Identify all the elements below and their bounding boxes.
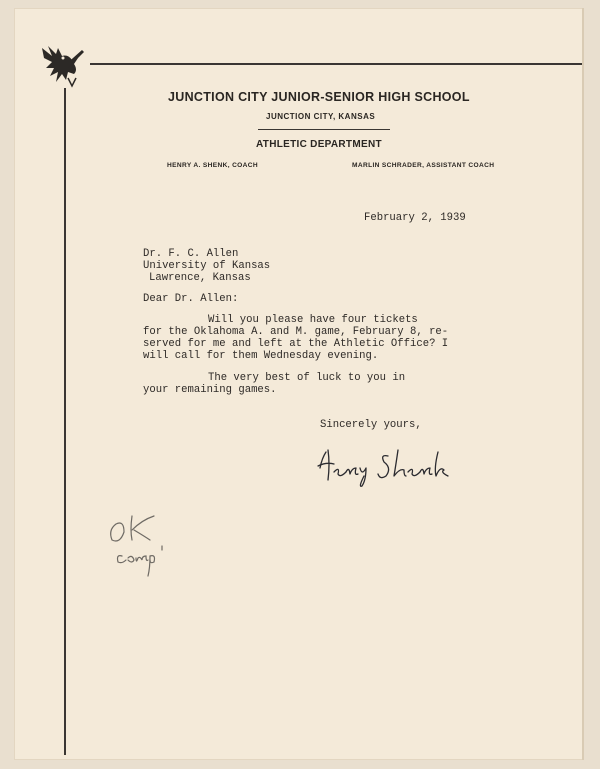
- recipient-line: Dr. F. C. Allen: [143, 248, 239, 260]
- recipient-line: Lawrence, Kansas: [149, 272, 251, 284]
- letter-date: February 2, 1939: [364, 212, 466, 224]
- department-divider: [258, 129, 390, 130]
- body-line: served for me and left at the Athletic Office? I: [143, 338, 449, 350]
- recipient-line: University of Kansas: [143, 260, 271, 272]
- salutation: Dear Dr. Allen:: [143, 293, 239, 305]
- bird-emblem-icon: [38, 42, 90, 88]
- body-line: your remaining games.: [143, 384, 277, 396]
- school-city: JUNCTION CITY, KANSAS: [266, 112, 376, 121]
- closing: Sincerely yours,: [320, 419, 422, 431]
- body-line: The very best of luck to you in: [208, 372, 406, 384]
- body-line: for the Oklahoma A. and M. game, February 8, re-: [143, 326, 449, 338]
- pencil-annotation: [102, 506, 182, 578]
- body-line: Will you please have four tickets: [208, 314, 418, 326]
- body-line: will call for them Wednesday evening.: [143, 350, 379, 362]
- department-name: ATHLETIC DEPARTMENT: [256, 139, 382, 150]
- letterhead-left-rule: [64, 88, 66, 755]
- paper-edge: [582, 8, 584, 760]
- assistant-coach-name: MARLIN SCHRADER, ASSISTANT COACH: [352, 162, 495, 169]
- handwritten-signature: [316, 446, 462, 492]
- coach-name: HENRY A. SHENK, COACH: [167, 162, 259, 169]
- school-name: JUNCTION CITY JUNIOR-SENIOR HIGH SCHOOL: [168, 90, 470, 104]
- letterhead-top-rule: [90, 63, 582, 65]
